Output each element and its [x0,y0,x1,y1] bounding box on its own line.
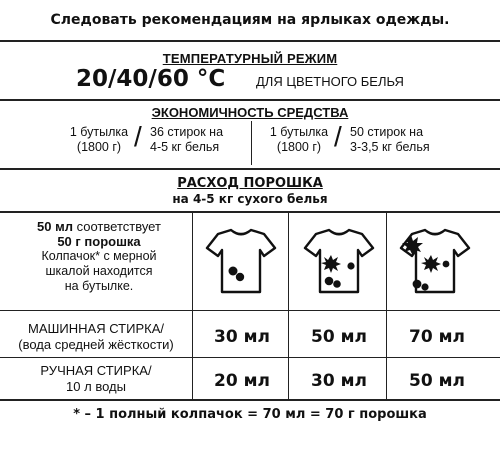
info-line [10,219,188,234]
page-title: Следовать рекомендациям на ярлыках одежды. [50,12,450,28]
economy-left-washes [150,125,250,155]
slash-separator: / [134,121,142,152]
dose-value: 30 мл [214,327,270,347]
info-bold: 50 мл [37,219,73,234]
row-subtitle: (вода средней жёсткости) [18,337,174,352]
divider [0,168,500,170]
info-line: 50 г порошка [57,234,141,249]
usage-subtitle: на 4-5 кг сухого белья [172,192,328,206]
dose-value: 30 мл [311,371,367,391]
info-rest: соответствует [73,219,161,234]
info-line: Колпачок* с мерной [41,249,157,263]
washes-text: 36 стирок на [150,125,224,139]
row-title: МАШИННАЯ СТИРКА/ [28,321,164,336]
footnote: * – 1 полный колпачок = 70 мл = 70 г порошка [73,407,427,422]
washes-text: 50 стирок на [350,125,424,139]
divider [0,357,500,358]
temperature-note: ДЛЯ ЦВЕТНОГО БЕЛЬЯ [256,74,404,89]
divider [0,99,500,101]
divider [0,211,500,213]
table-row-label [2,363,190,395]
temperature-label: ТЕМПЕРАТУРНЫЙ РЕЖИМ [162,51,338,66]
divider [0,310,500,311]
bottle-weight: (1800 г) [76,140,122,154]
dosage-info [10,219,188,294]
economy-left-bottle [56,125,142,155]
dose-value: 70 мл [409,327,465,347]
table-row-label [2,321,190,353]
temperature-value: 20/40/60 °C [76,66,226,92]
bottle-weight: (1800 г) [276,140,322,154]
bottle-text: 1 бутылка [69,125,129,139]
usage-title: РАСХОД ПОРОШКА [177,176,323,191]
slash-separator: / [334,121,342,152]
economy-label: ЭКОНОМИЧНОСТЬ СРЕДСТВА [151,105,349,120]
dose-value: 50 мл [409,371,465,391]
bottle-text: 1 бутылка [269,125,329,139]
row-title: РУЧНАЯ СТИРКА/ [40,363,152,378]
economy-right-bottle [256,125,342,155]
dose-value: 50 мл [311,327,367,347]
lightly-soiled-shirt-icon [204,226,278,296]
row-subtitle: 10 л воды [66,379,126,394]
info-line: на бутылке. [64,279,134,293]
divider [0,399,500,401]
washes-load: 3-3,5 кг белья [350,140,430,154]
economy-right-washes [350,125,460,155]
info-line: шкалой находится [45,264,153,278]
column-divider [251,121,252,165]
divider [0,40,500,42]
dose-value: 20 мл [214,371,270,391]
heavily-soiled-shirt-icon [398,226,472,296]
moderately-soiled-shirt-icon [302,226,376,296]
washes-load: 4-5 кг белья [150,140,220,154]
